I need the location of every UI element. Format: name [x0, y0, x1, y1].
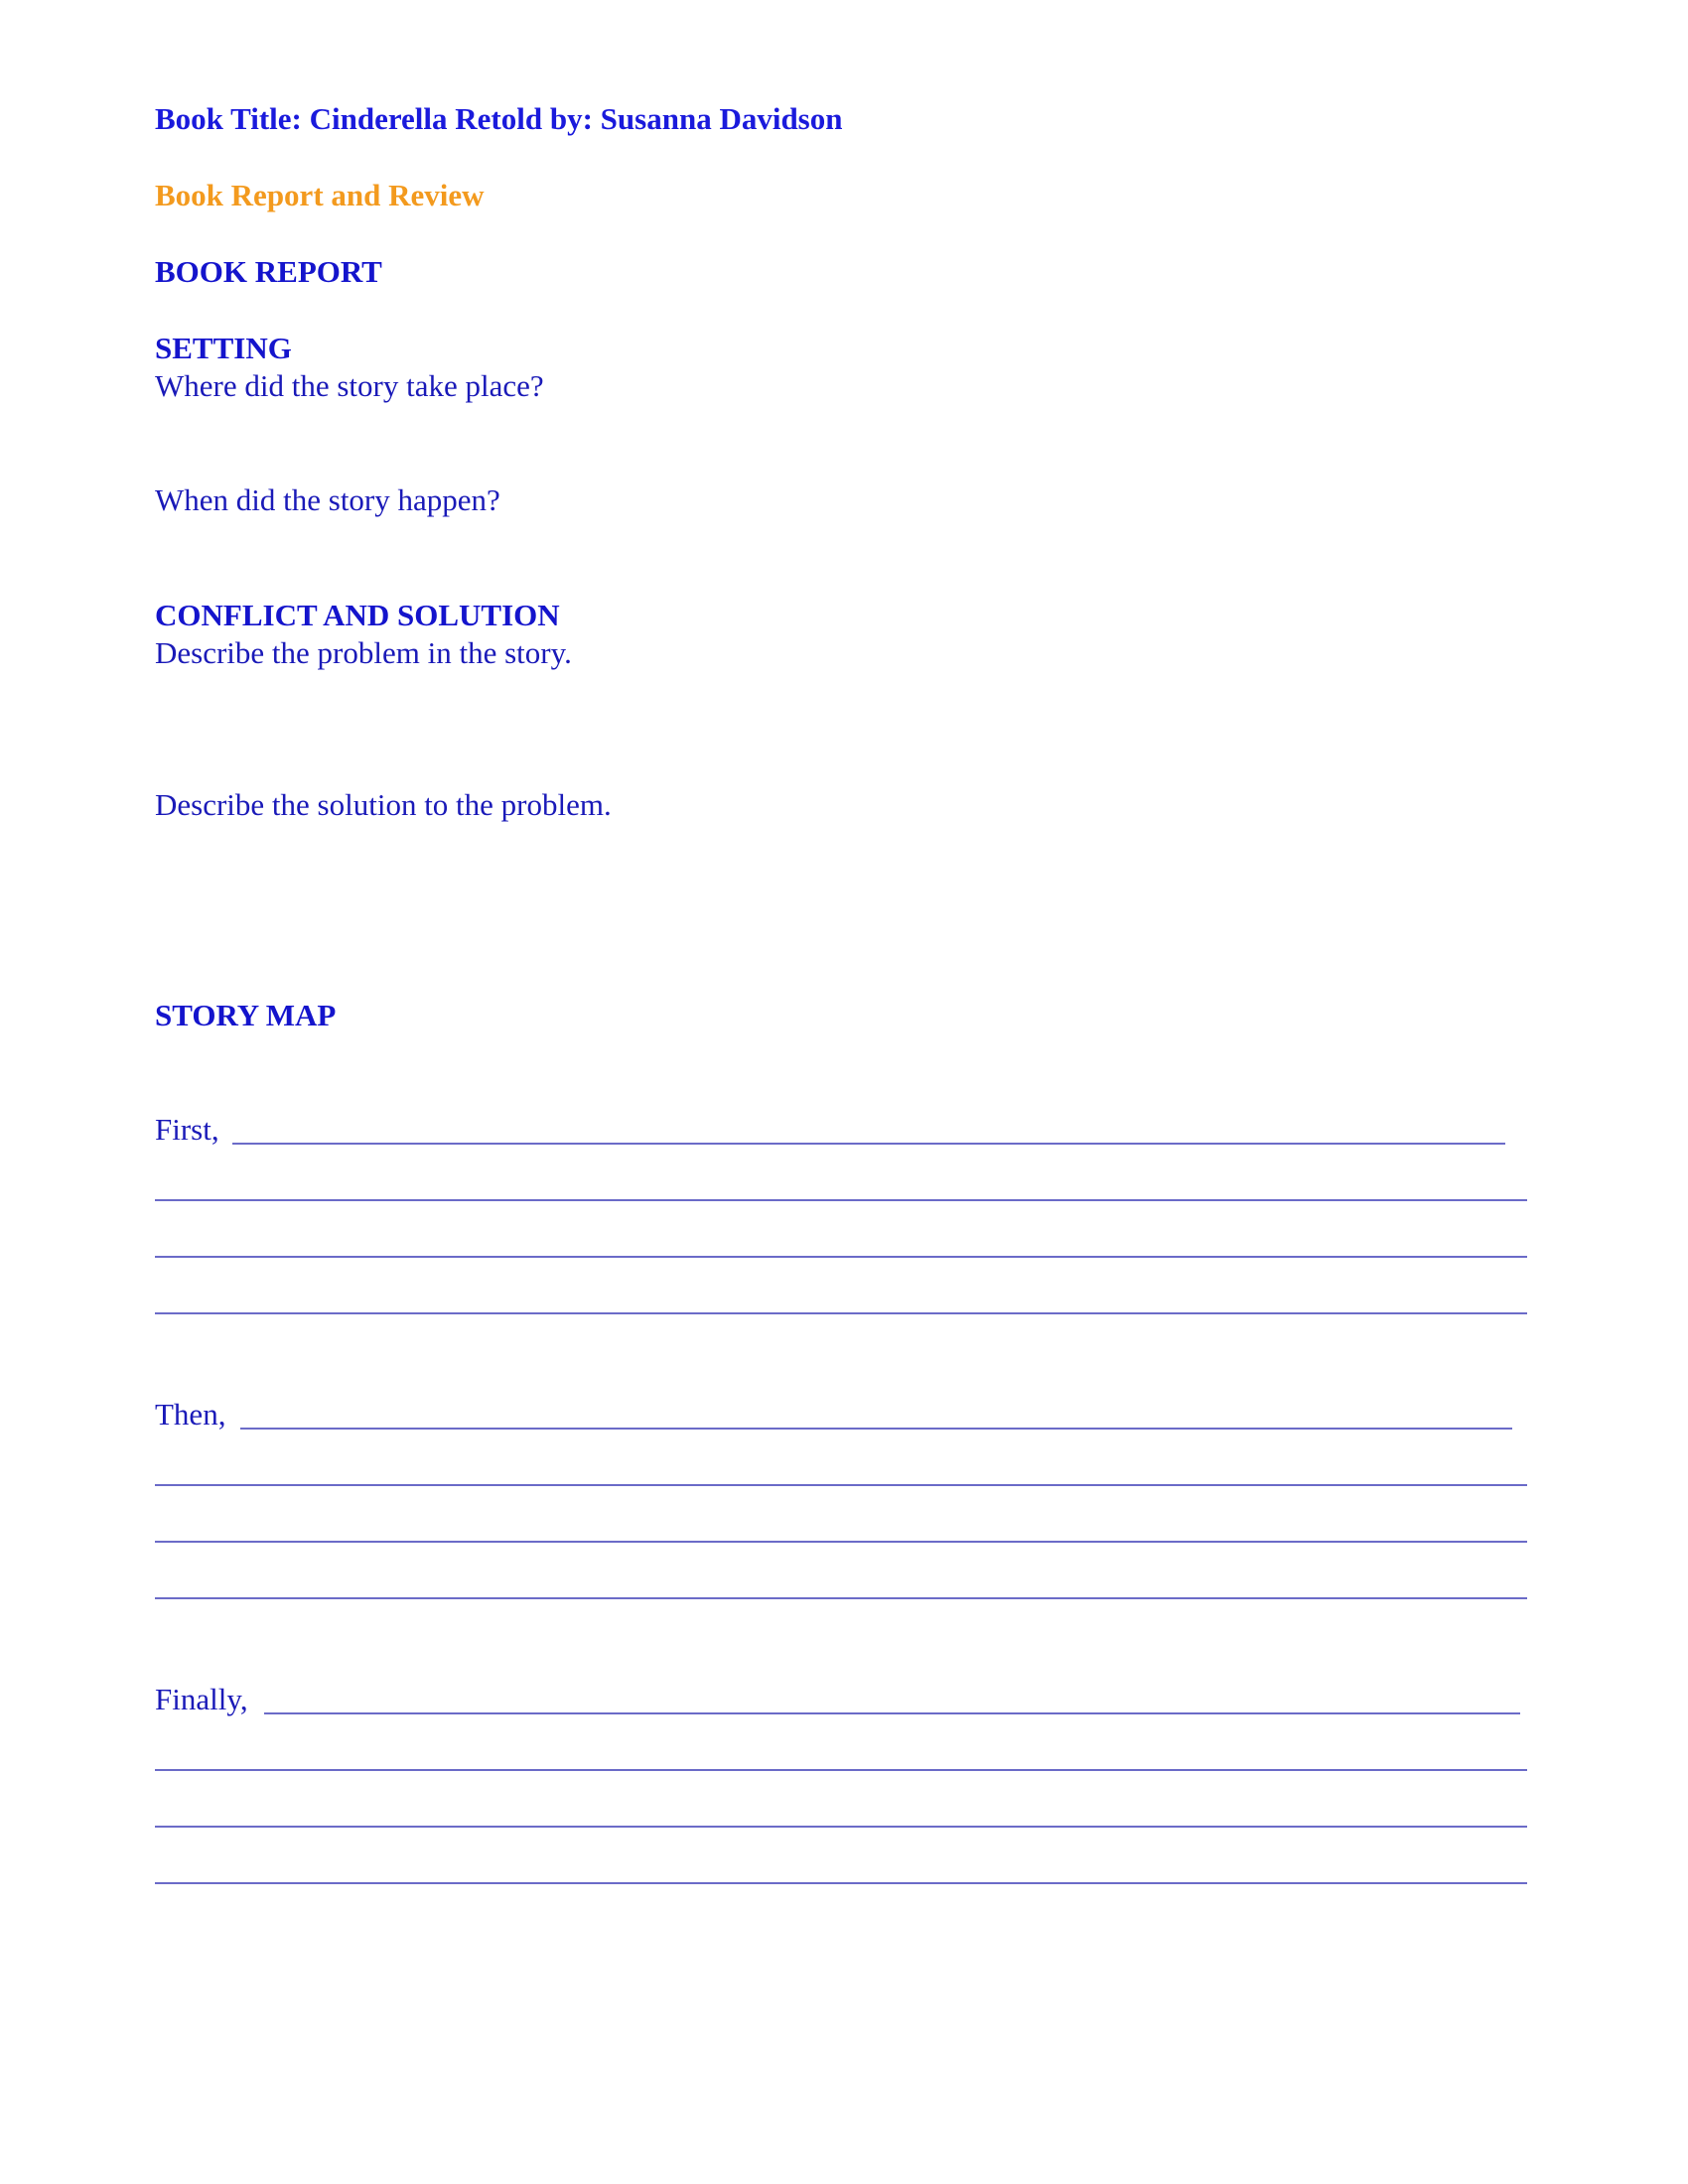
- book-title: Book Title: Cinderella Retold by: Susanna Davidson: [155, 101, 843, 136]
- story-map-first-line-3[interactable]: [155, 1256, 1527, 1258]
- conflict-solution-question: Describe the solution to the problem.: [155, 787, 612, 822]
- conflict-solution-answer-area[interactable]: [155, 826, 1545, 985]
- story-map-first-line-2[interactable]: [155, 1199, 1527, 1201]
- conflict-problem-answer-area[interactable]: [155, 674, 1545, 778]
- story-map-then-line-1[interactable]: [240, 1428, 1512, 1430]
- conflict-problem-question: Describe the problem in the story.: [155, 635, 572, 670]
- story-map-first-line-4[interactable]: [155, 1312, 1527, 1314]
- story-map-finally-line-4[interactable]: [155, 1882, 1527, 1884]
- setting-where-question: Where did the story take place?: [155, 368, 544, 403]
- setting-when-question: When did the story happen?: [155, 482, 500, 517]
- story-map-then-line-3[interactable]: [155, 1541, 1527, 1543]
- story-map-first-line-1[interactable]: [232, 1143, 1505, 1145]
- story-map-heading: STORY MAP: [155, 998, 337, 1032]
- setting-heading: SETTING: [155, 331, 292, 365]
- report-subtitle: Book Report and Review: [155, 178, 485, 212]
- section-title-book-report: BOOK REPORT: [155, 254, 382, 289]
- story-map-then-label: Then,: [155, 1397, 226, 1432]
- story-map-finally-line-3[interactable]: [155, 1826, 1527, 1828]
- story-map-first-label: First,: [155, 1112, 219, 1147]
- conflict-heading: CONFLICT AND SOLUTION: [155, 598, 560, 632]
- story-map-then-line-2[interactable]: [155, 1484, 1527, 1486]
- story-map-finally-label: Finally,: [155, 1682, 248, 1716]
- setting-when-answer-area[interactable]: [155, 521, 1545, 591]
- setting-where-answer-area[interactable]: [155, 407, 1545, 477]
- story-map-then-line-4[interactable]: [155, 1597, 1527, 1599]
- story-map-finally-line-2[interactable]: [155, 1769, 1527, 1771]
- story-map-finally-line-1[interactable]: [264, 1712, 1520, 1714]
